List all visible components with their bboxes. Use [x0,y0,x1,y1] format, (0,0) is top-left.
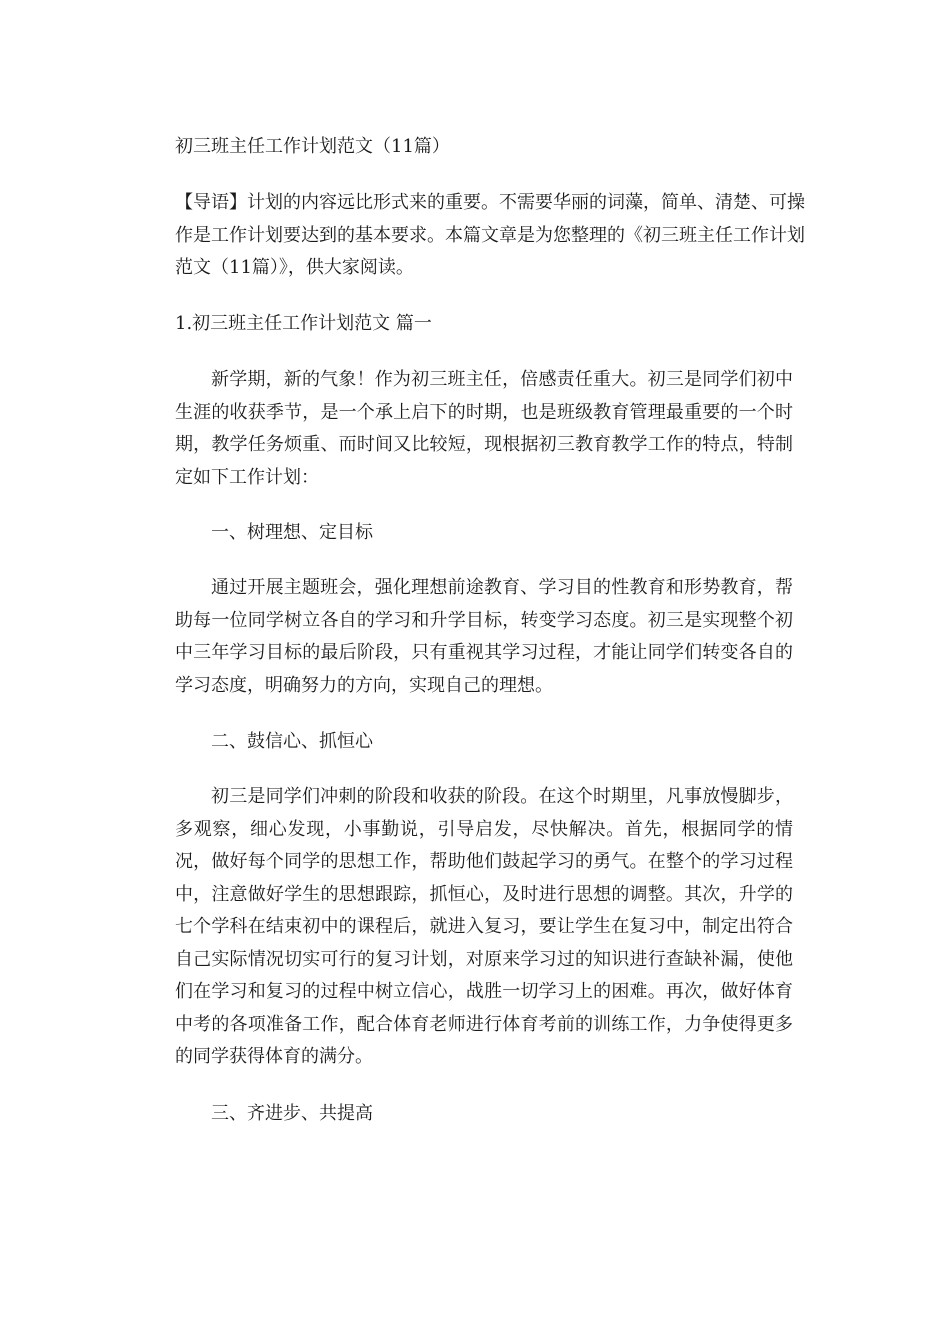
subheading-2-paragraph: 初三是同学们冲刺的阶段和收获的阶段。在这个时期里，凡事放慢脚步，多观察，细心发现，小事勤说，引导启发，尽快解决。首先，根据同学的情况，做好每个同学的思想工作，帮助他们鼓起学习的勇气。在整个的学习过程中，注意做好学生的思想跟踪，抓恒心，及时进行思想的调整。其次，升学的七个学科在结束初中的课程后，就进入复习，要让学生在复习中，制定出符合自己实际情况切实可行的复习计划，对原来学习过的知识进行查缺补漏，使他们在学习和复习的过程中树立信心，战胜一切学习上的困难。再次，做好体育中考的各项准备工作，配合体育老师进行体育考前的训练工作，力争使得更多的同学获得体育的满分。 [175,786,793,1067]
subheading-3: 三、齐进步、共提高 [211,1103,373,1124]
intro-paragraph: 【导语】计划的内容远比形式来的重要。不需要华丽的词藻，简单、清楚、可操作是工作计划要达到的基本要求。本篇文章是为您整理的《初三班主任工作计划范文（11篇）》，供大家阅读。 [175,192,805,278]
subheading-1-paragraph: 通过开展主题班会，强化理想前途教育、学习目的性教育和形势教育，帮助每一位同学树立各自的学习和升学目标，转变学习态度。初三是实现整个初中三年学习目标的最后阶段，只有重视其学习过程，才能让同学们转变各自的学习态度，明确努力的方向，实现自己的理想。 [175,577,793,696]
subheading-1: 一、树理想、定目标 [211,522,373,543]
section-1-paragraph: 新学期，新的气象！作为初三班主任，倍感责任重大。初三是同学们初中生涯的收获季节，是一个承上启下的时期，也是班级教育管理最重要的一个时期，教学任务烦重、而时间又比较短，现根据初三教育教学工作的特点，特制定如下工作计划： [175,369,793,488]
document-title: 初三班主任工作计划范文（11篇） [175,136,450,157]
section-1-heading: 1.初三班主任工作计划范文 篇一 [175,313,432,334]
subheading-2: 二、鼓信心、抓恒心 [211,731,373,752]
